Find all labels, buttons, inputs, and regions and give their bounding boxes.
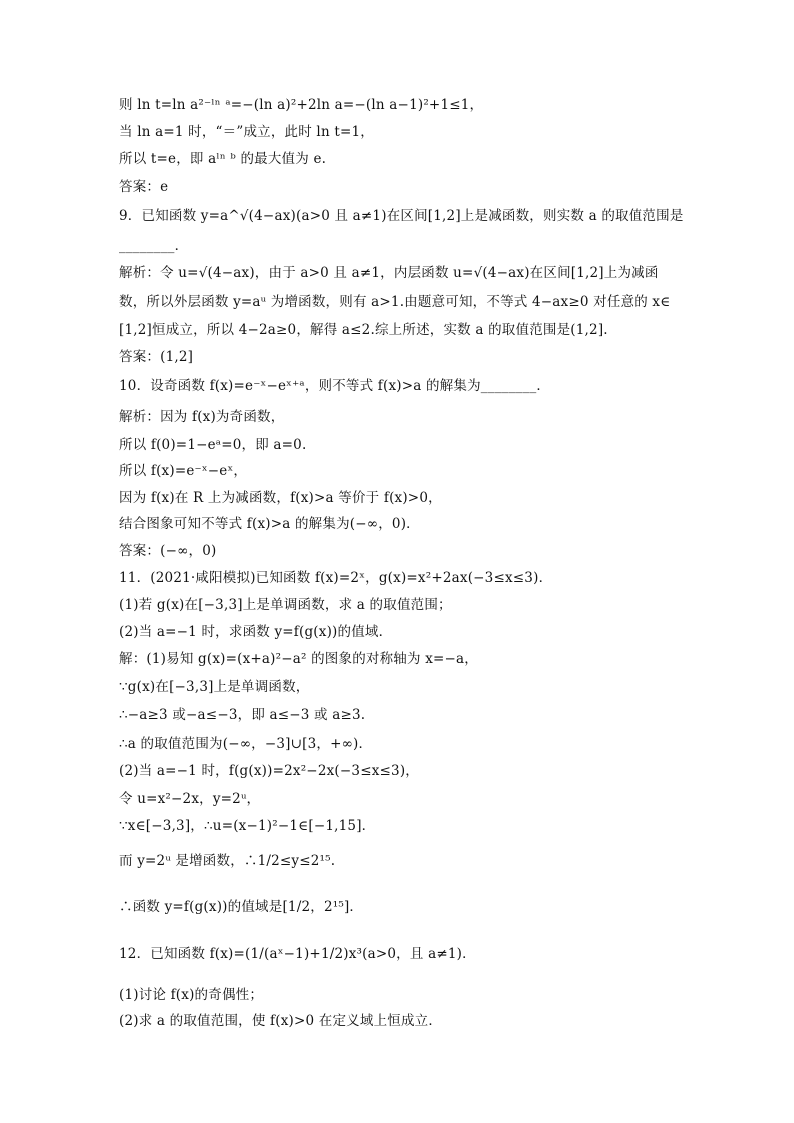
solution-11-line-2: ∵g(x)在[−3,3]上是单调函数， — [119, 679, 310, 695]
question-11-part-1: (1)若 g(x)在[−3,3]上是单调函数，求 a 的取值范围； — [119, 597, 452, 613]
solution-9-line-3: [1,2]恒成立，所以 4−2a≥0，解得 a≤2.综上所述，实数 a 的取值范围是(1,2]. — [119, 322, 608, 338]
question-9: 9．已知函数 y=a^√(4−ax)(a>0 且 a≠1)在区间[1,2]上是减函数，则实数 a 的取值范围是 — [119, 208, 684, 224]
solution-11-line-7: ∵x∈[−3,3]，∴u=(x−1)²−1∈[−1,15]． — [119, 818, 376, 834]
solution-10-line-5: 结合图象可知不等式 f(x)>a 的解集为(−∞，0)． — [119, 516, 420, 532]
solution-11-line-9: ∴函数 y=f(g(x))的值域是[1/2，2¹⁵]． — [119, 899, 364, 915]
solution-11-line-1: 解：(1)易知 g(x)=(x+a)²−a² 的图象的对称轴为 x=−a， — [119, 651, 478, 667]
question-12-part-1: (1)讨论 f(x)的奇偶性； — [119, 987, 264, 1003]
text-line-3: 所以 t=e，即 aˡⁿ ᵇ 的最大值为 e. — [119, 151, 327, 167]
solution-11-line-8: 而 y=2ᵘ 是增函数，∴1/2≤y≤2¹⁵. — [119, 853, 336, 869]
solution-11-line-4: ∴a 的取值范围为(−∞，−3]∪[3，+∞)． — [119, 736, 373, 752]
question-12: 12．已知函数 f(x)=(1/(aˣ−1)+1/2)x³(a>0，且 a≠1)． — [119, 946, 476, 962]
question-12-part-2: (2)求 a 的取值范围，使 f(x)>0 在定义域上恒成立． — [119, 1013, 443, 1029]
answer-9: 答案：(1,2] — [119, 349, 194, 365]
solution-9-line-2: 数，所以外层函数 y=aᵘ 为增函数，则有 a>1.由题意可知，不等式 4−ax≥0 对任意的 x∈ — [119, 294, 671, 310]
question-11: 11．(2021·咸阳模拟)已知函数 f(x)=2ˣ，g(x)=x²+2ax(−3≤x≤3)． — [119, 570, 553, 586]
text-line-1: 则 ln t=ln a²⁻ˡⁿ ᵃ=−(ln a)²+2ln a=−(ln a−1)²+1≤1， — [119, 97, 484, 113]
text-line-2: 当 ln a=1 时，“＝”成立，此时 ln t=1， — [119, 124, 374, 140]
solution-9-line-1: 解析：令 u=√(4−ax)，由于 a>0 且 a≠1，内层函数 u=√(4−ax)在区间[1,2]上为减函 — [119, 265, 659, 281]
question-11-part-2: (2)当 a=−1 时，求函数 y=f(g(x))的值域． — [119, 624, 393, 640]
solution-10-line-1: 解析：因为 f(x)为奇函数， — [119, 409, 285, 425]
question-9-blank: ________． — [119, 238, 189, 254]
answer-line: 答案：e — [119, 179, 169, 195]
solution-11-line-6: 令 u=x²−2x，y=2ᵘ， — [119, 791, 261, 807]
solution-10-line-3: 所以 f(x)=e⁻ˣ−eˣ， — [119, 463, 248, 479]
answer-10: 答案：(−∞，0) — [119, 543, 217, 559]
solution-10-line-4: 因为 f(x)在 R 上为减函数，f(x)>a 等价于 f(x)>0， — [119, 490, 442, 506]
question-10: 10．设奇函数 f(x)=e⁻ˣ−eˣ⁺ᵃ，则不等式 f(x)>a 的解集为________． — [119, 378, 551, 394]
solution-11-line-3: ∴−a≥3 或−a≤−3，即 a≤−3 或 a≥3. — [119, 707, 366, 723]
solution-11-line-5: (2)当 a=−1 时，f(g(x))=2x²−2x(−3≤x≤3)， — [119, 763, 419, 779]
solution-10-line-2: 所以 f(0)=1−eᵃ=0，即 a=0. — [119, 437, 307, 453]
